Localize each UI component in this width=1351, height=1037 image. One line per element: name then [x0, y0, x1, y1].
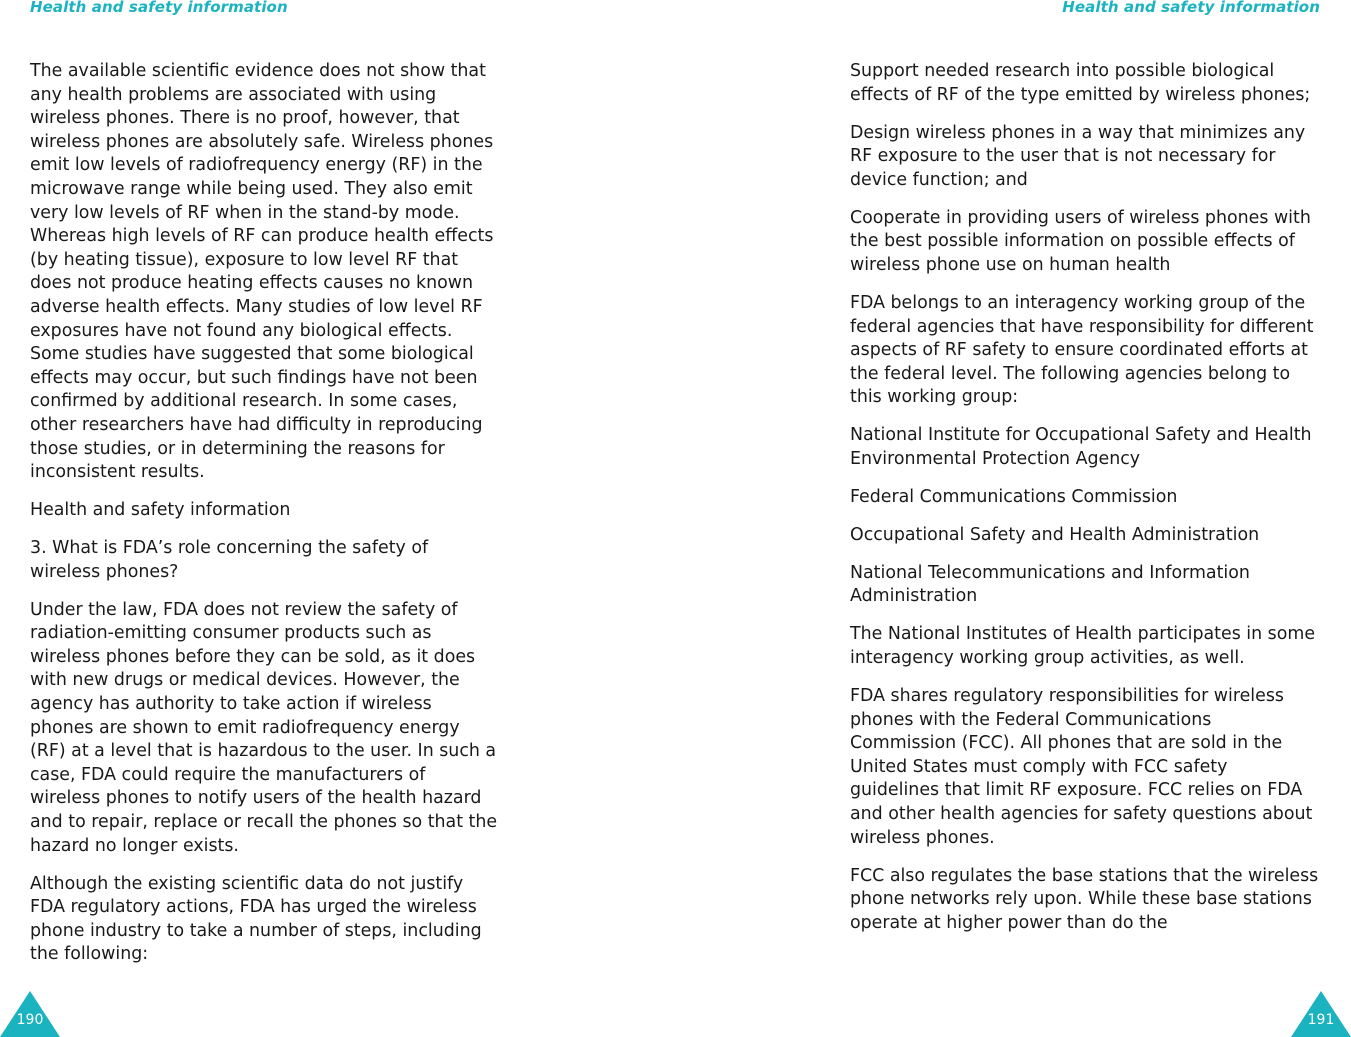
running-header-right: Health and safety information: [1062, 0, 1320, 16]
paragraph: Under the law, FDA does not review the safety of radiation-emitting consumer products such as wireless phones before they can be sold, as it does with new drugs or medical devices. However, the agency has authority to take action if wireless phones are shown to emit radiofrequency energy (RF) at a level that is hazardous to the user. In such a case, FDA could require the manufacturers of wireless phones to notify users of the health hazard and to repair, replace or recall the phones so that the hazard no longer exists.: [30, 599, 498, 856]
agency-item: National Institute for Occupational Safety and Health Environmental Protection Agency: [850, 425, 1312, 469]
page-number-badge-left: [0, 991, 60, 1037]
paragraph: FDA shares regulatory responsibilities for wireless phones with the Federal Communications Commission (FCC). All phones that are sold in the United States must comply with FCC safety guidelines that limit RF exposure. FCC relies on FDA and other health agencies for safety questions about wireless phones.: [850, 685, 1313, 848]
page-number-left: 190: [16, 1012, 44, 1028]
paragraph: FCC also regulates the base stations that the wireless phone networks rely upon. While these base stations operate at higher power than do the: [850, 865, 1319, 933]
page-number-badge-right: [1291, 991, 1351, 1037]
paragraph: FDA belongs to an interagency working group of the federal agencies that have responsibility for different aspects of RF safety to ensure coordinated efforts at the federal level. The following agencies belong to this working group:: [850, 292, 1314, 408]
agency-item: National Telecommunications and Information Administration: [850, 562, 1250, 607]
agency-item: Federal Communications Commission: [850, 486, 1178, 507]
running-header-left: Health and safety information: [30, 0, 288, 16]
left-page-column: [30, 60, 498, 981]
paragraph: The National Institutes of Health participates in some interagency working group activities, as well.: [850, 624, 1316, 668]
paragraph: Design wireless phones in a way that minimizes any RF exposure to the user that is not necessary for device function; and: [850, 122, 1306, 190]
paragraph: The available scientific evidence does not show that any health problems are associated with using wireless phones. There is no proof, however, that wireless phones are absolutely safe. Wireless phones emit low levels of radiofrequency energy (RF) in the microwave range while being used. They also emit very low levels of RF when in the stand-by mode. Whereas high levels of RF can produce health effects (by heating tissue), exposure to low level RF that does not produce heating effects causes no known adverse health effects. Many studies of low level RF exposures have not found any biological effects. Some studies have suggested that some biological effects may occur, but such findings have not been confirmed by additional research. In some cases, other researchers have had difficulty in reproducing those studies, or in determining the reasons for inconsistent results.: [30, 61, 494, 483]
paragraph: Cooperate in providing users of wireless phones with the best possible information on possible effects of wireless phone use on human health: [850, 207, 1311, 275]
paragraph: Health and safety information: [30, 500, 291, 521]
agency-item: Occupational Safety and Health Administration: [850, 524, 1260, 545]
right-page-column: [850, 60, 1320, 950]
paragraph: Support needed research into possible biological effects of RF of the type emitted by wireless phones;: [850, 61, 1311, 105]
paragraph: Although the existing scientific data do not justify FDA regulatory actions, FDA has urged the wireless phone industry to take a number of steps, including the following:: [30, 873, 482, 965]
section-question: 3. What is FDA’s role concerning the safety of wireless phones?: [30, 538, 429, 582]
page-number-right: 191: [1307, 1012, 1335, 1028]
